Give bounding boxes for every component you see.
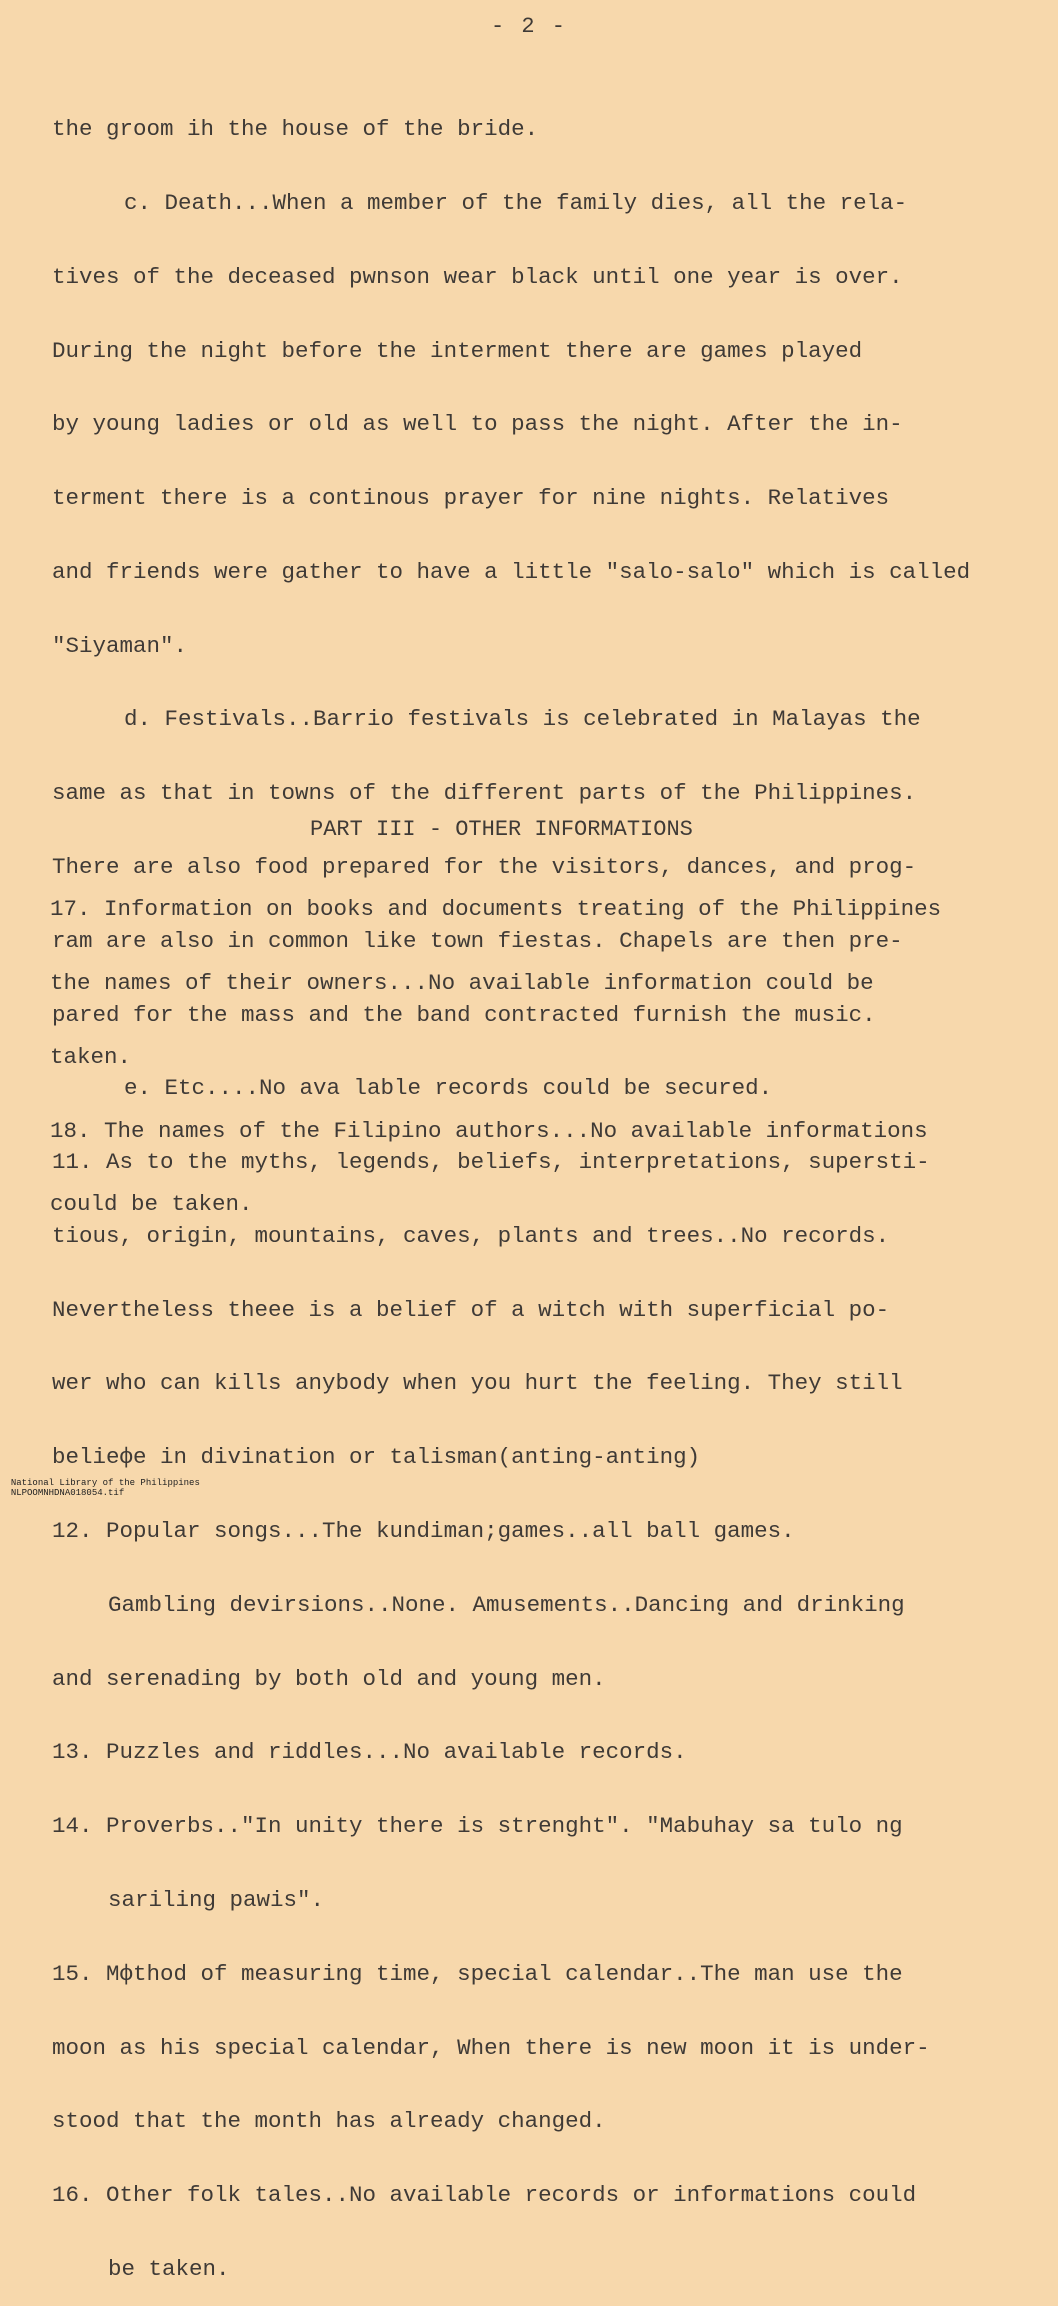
text-line: 13. Puzzles and riddles...No available records. bbox=[52, 1739, 687, 1766]
text-line: the names of their owners...No available information could be bbox=[50, 969, 874, 996]
text-line: moon as his special calendar, When there is new moon it is under- bbox=[52, 2034, 930, 2061]
section-heading: PART III - OTHER INFORMATIONS bbox=[310, 817, 693, 842]
text-line: e. Etc....No ava lable records could be secured. bbox=[124, 1075, 773, 1102]
footer-filename: NLPOOMNHDNA018054.tif bbox=[10, 1488, 125, 1498]
text-line: and friends were gather to have a little "salo-salo" which is called bbox=[52, 558, 971, 585]
text-line: tives of the deceased pwnson wear black until one year is over. bbox=[52, 263, 903, 290]
text-line: pared for the mass and the band contracted furnish the music. bbox=[52, 1001, 876, 1028]
text-line: the groom ih the house of the bride. bbox=[52, 116, 539, 143]
text-line: same as that in towns of the different parts of the Philippines. bbox=[52, 780, 917, 807]
text-line: and serenading by both old and young men. bbox=[52, 1665, 606, 1692]
text-line: by young ladies or old as well to pass the night. After the in- bbox=[52, 411, 903, 438]
text-line: c. Death...When a member of the family dies, all the rela- bbox=[124, 189, 908, 216]
text-line: During the night before the interment there are games played bbox=[52, 337, 863, 364]
text-line: 14. Proverbs.."In unity there is strenght". "Mabuhay sa tulo ng bbox=[52, 1813, 903, 1840]
text-line: Gambling devirsions..None. Amusements..Dancing and drinking bbox=[108, 1591, 905, 1618]
text-line: There are also food prepared for the visitors, dances, and prog- bbox=[52, 854, 917, 880]
text-line: terment there is a continous prayer for nine nights. Relatives bbox=[52, 485, 890, 512]
text-line: belieфe in divination or talisman(anting-anting) bbox=[52, 1444, 701, 1471]
text-line: wer who can kills anybody when you hurt the feeling. They still bbox=[52, 1370, 903, 1397]
text-line: 11. As to the myths, legends, beliefs, interpretations, supersti- bbox=[52, 1149, 930, 1176]
footer bbox=[0, 1468, 1058, 1498]
text-line: taken. bbox=[50, 1043, 132, 1070]
text-line: 17. Information on books and documents treating of the Philippines bbox=[50, 896, 942, 923]
text-line: 16. Other folk tales..No available records or informations could bbox=[52, 2182, 917, 2209]
text-line: 12. Popular songs...The kundiman;games..all ball games. bbox=[52, 1518, 795, 1545]
text-line: be taken. bbox=[108, 2255, 230, 2282]
text-line: "Siyaman". bbox=[52, 632, 188, 659]
text-line: tious, origin, mountains, caves, plants and trees..No records. bbox=[52, 1222, 890, 1249]
text-line: sariling pawis". bbox=[108, 1886, 325, 1913]
text-line: Nevertheless theee is a belief of a witch with superficial po- bbox=[52, 1296, 890, 1323]
text-line: d. Festivals..Barrio festivals is celebrated in Malayas the bbox=[124, 706, 921, 733]
section-two-text bbox=[50, 848, 1040, 1242]
text-line: 15. Mфthod of measuring time, special calendar..The man use the bbox=[52, 1960, 903, 1987]
footer-library: National Library of the Philippines bbox=[10, 1478, 200, 1488]
text-line: ram are also in common like town fiestas. Chapels are then pre- bbox=[52, 927, 903, 954]
page-number: - 2 - bbox=[490, 14, 567, 39]
text-line: could be taken. bbox=[50, 1191, 253, 1218]
text-line: stood that the month has already changed. bbox=[52, 2108, 606, 2135]
text-line: 18. The names of the Filipino authors...No available informations bbox=[50, 1117, 928, 1144]
